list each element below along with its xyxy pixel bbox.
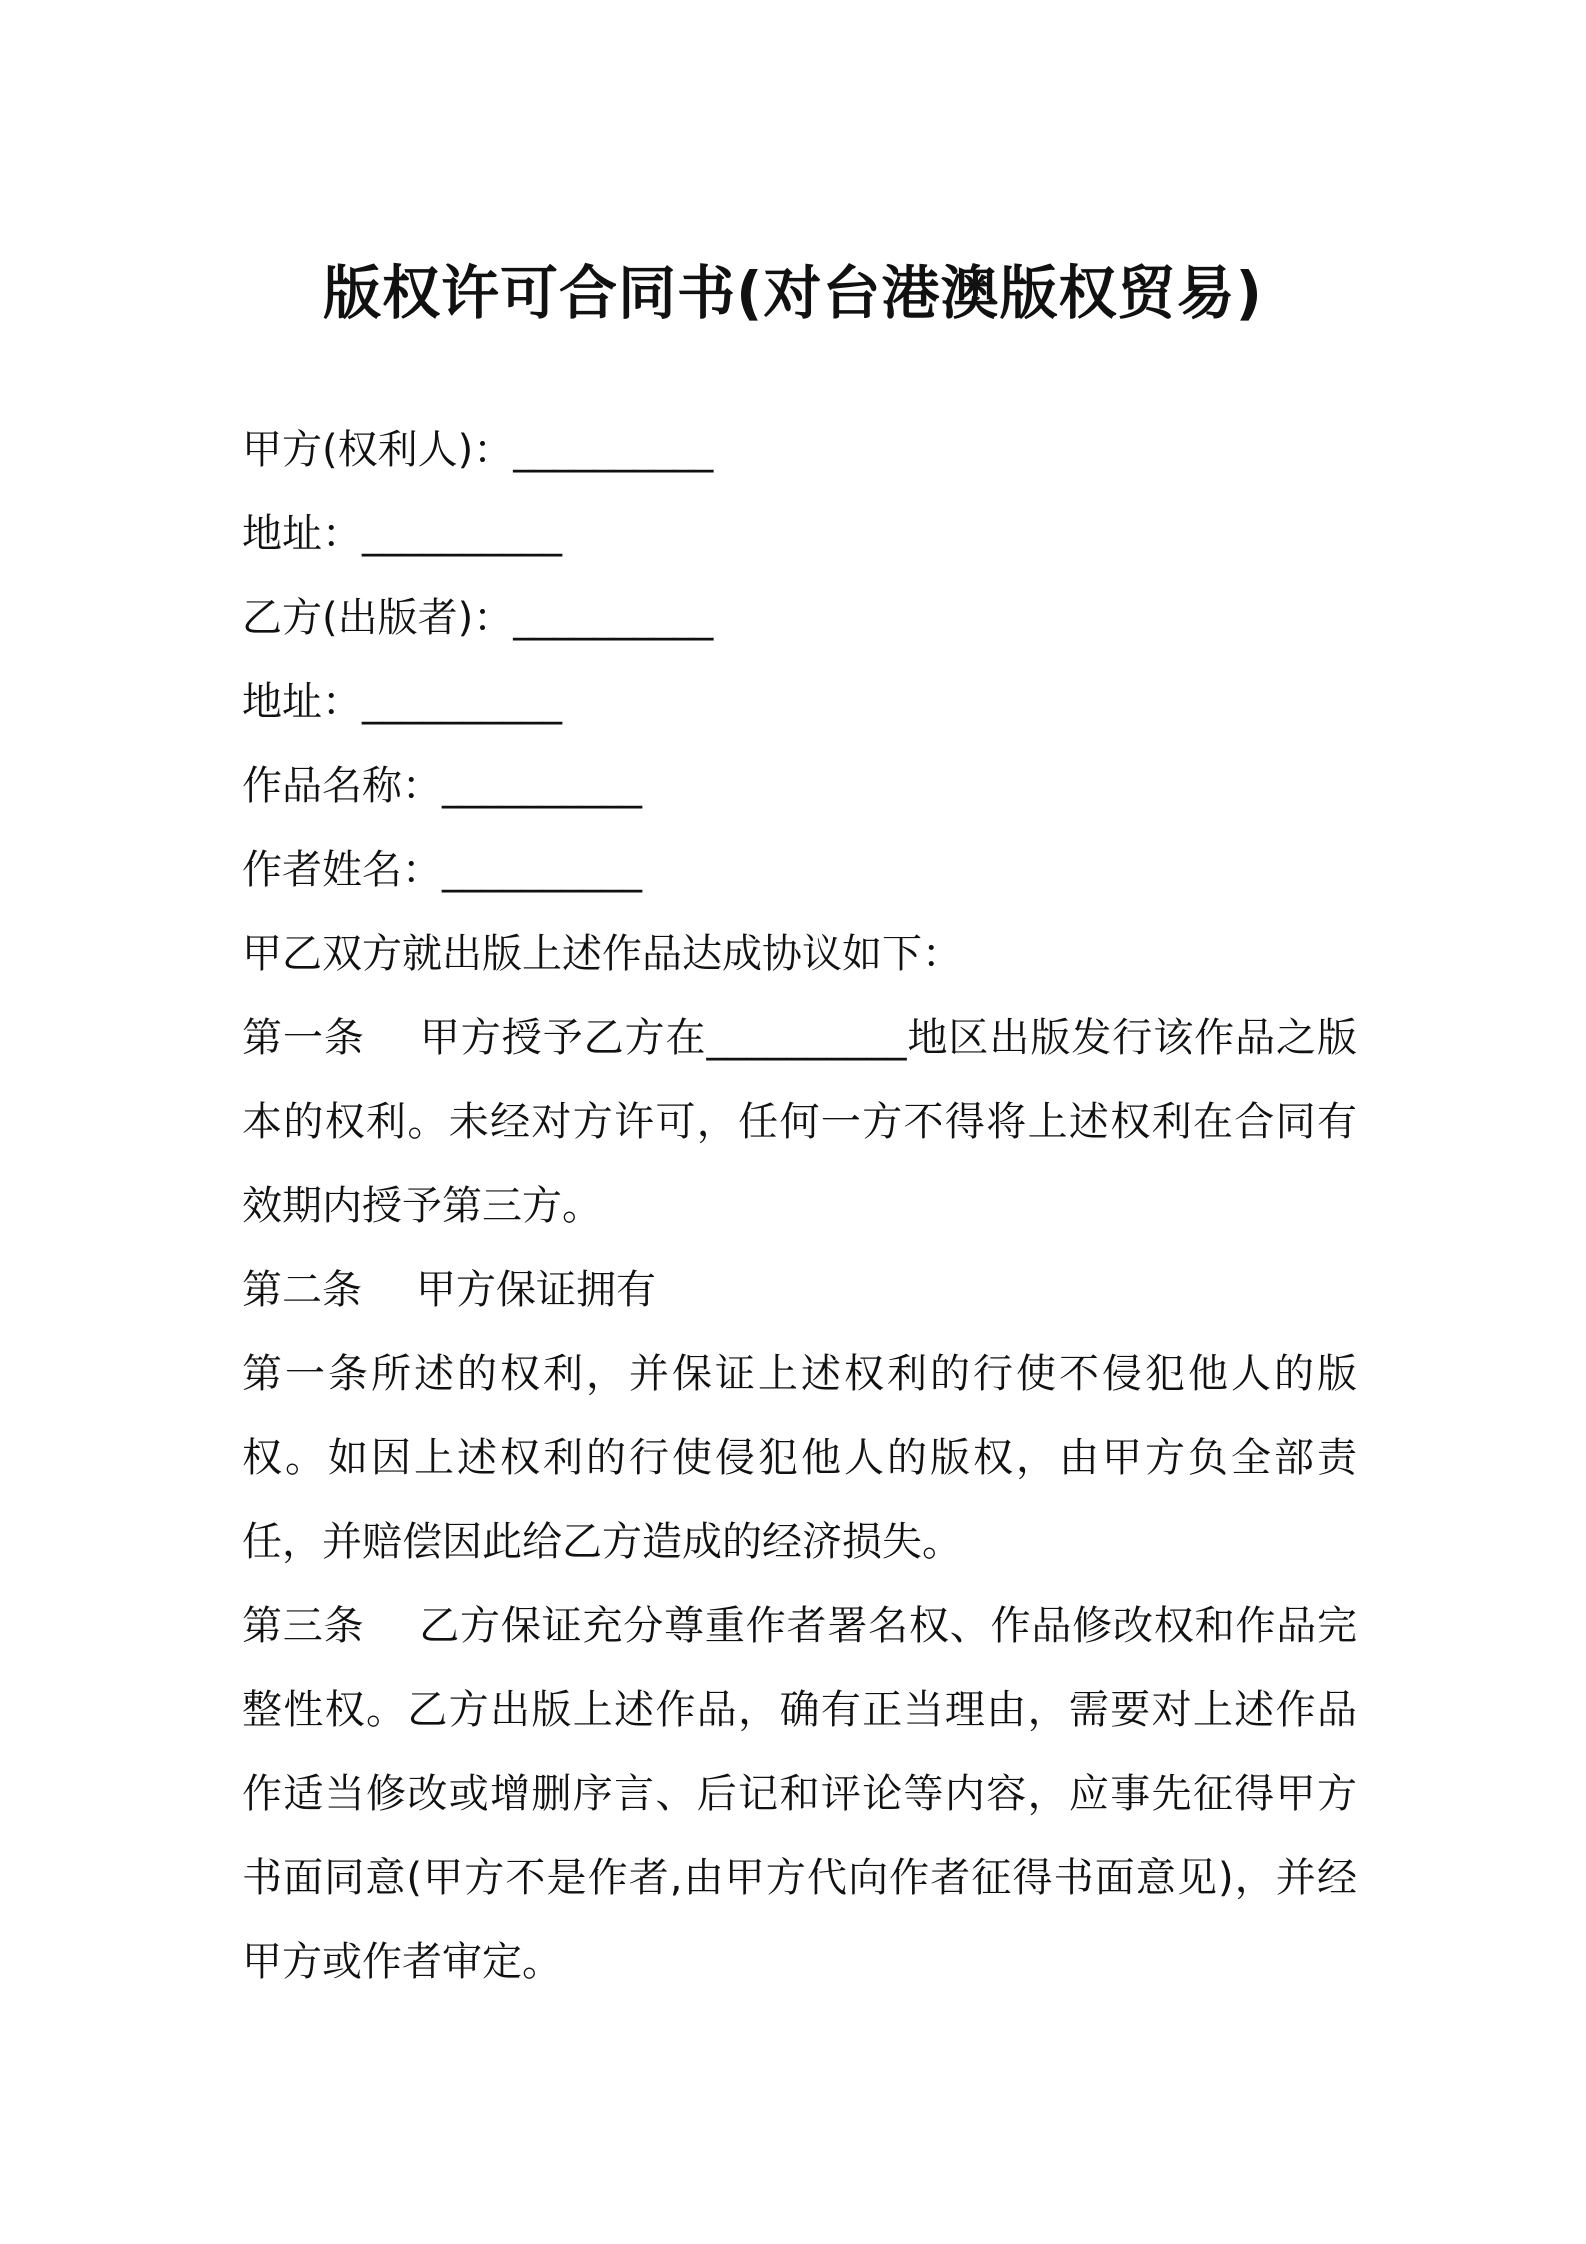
agreement-intro: 甲乙双方就出版上述作品达成协议如下：	[242, 931, 962, 977]
field-address-b	[242, 660, 1357, 744]
article-blank: __________	[706, 1015, 907, 1061]
field-address-a	[242, 492, 1357, 576]
article-label: 第一条	[242, 1015, 365, 1061]
field-blank: __________	[442, 847, 642, 893]
field-label: 乙方(出版者)：	[242, 595, 514, 641]
field-blank: __________	[513, 595, 714, 641]
document-title: 版权许可合同书(对台港澳版权贸易)	[322, 259, 1264, 327]
article-3	[242, 1584, 1357, 2004]
article-label: 第三条	[242, 1603, 365, 1649]
article-heading: 甲方保证拥有	[416, 1267, 656, 1313]
field-party-a	[242, 408, 1357, 492]
article-2-text: 第一条所述的权利，并保证上述权利的行使不侵犯他人的版权。如因上述权利的行使侵犯他人的版权，由甲方负全部责任，并赔偿因此给乙方造成的经济损失。	[242, 1351, 1357, 1565]
field-label: 地址：	[242, 511, 362, 557]
document-body	[242, 408, 1357, 2004]
article-1	[242, 996, 1357, 1248]
field-label: 作者姓名：	[242, 847, 442, 893]
article-2-heading	[242, 1248, 1357, 1332]
field-work-title	[242, 744, 1357, 828]
article-label: 第二条	[242, 1267, 362, 1313]
article-text: 甲方授予乙方在	[418, 1015, 707, 1061]
field-party-b	[242, 576, 1357, 660]
field-label: 作品名称：	[242, 763, 442, 809]
field-label: 甲方(权利人)：	[242, 427, 514, 473]
field-blank: __________	[362, 511, 562, 557]
field-blank: __________	[442, 763, 642, 809]
article-text: 地区出版发行该作品之版本的权利。未经对方许可，任何一方不得将上述权利在合同有效期内授予第三方。	[242, 1015, 1358, 1229]
article-text: 乙方保证充分尊重作者署名权、作品修改权和作品完整性权。乙方出版上述作品，确有正当理由，需要对上述作品作适当修改或增删序言、后记和评论等内容，应事先征得甲方书面同意(甲方不是作者,由甲方代向作者征得书面意见)，并经甲方或作者审定。	[242, 1603, 1358, 1985]
field-label: 地址：	[242, 679, 362, 725]
field-author-name	[242, 828, 1357, 912]
field-blank: __________	[362, 679, 562, 725]
field-blank: __________	[513, 427, 714, 473]
